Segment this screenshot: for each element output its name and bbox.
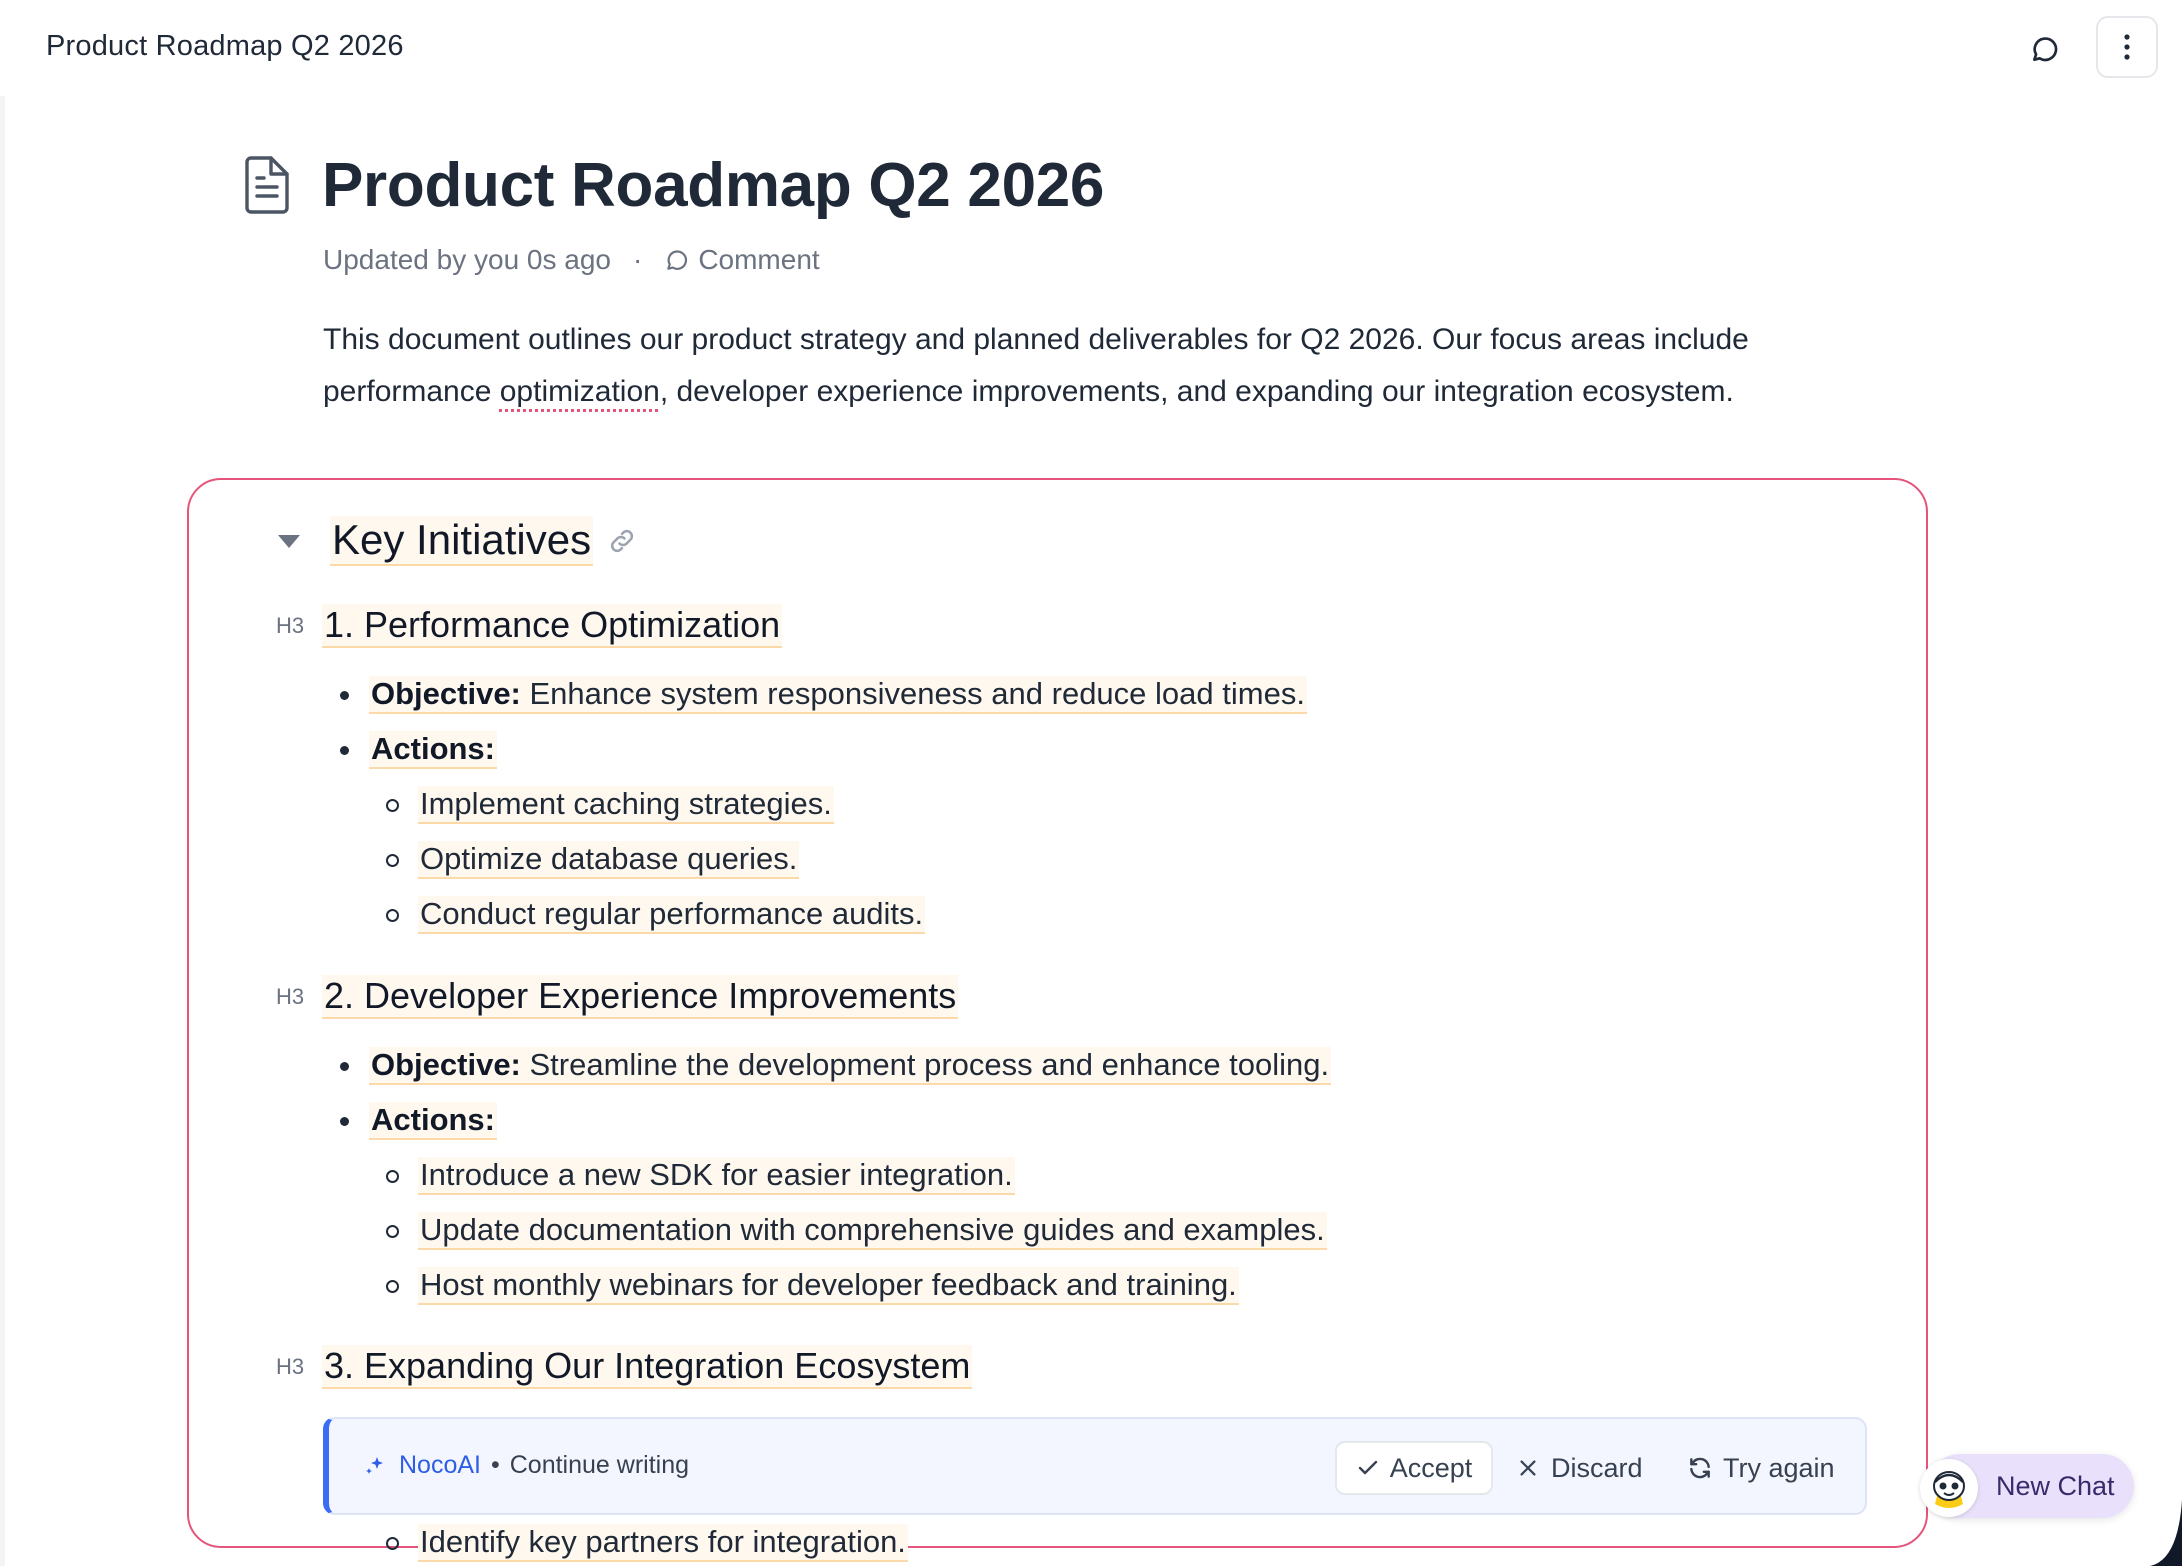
action-text: Update documentation with comprehensive guides and examples.: [418, 1212, 1327, 1250]
heading-level-tag: H3: [276, 984, 305, 1009]
heading-level-tag: H3: [276, 613, 305, 638]
objective-label: Objective:: [371, 1047, 521, 1082]
ai-suggestion-bar: [323, 1417, 1867, 1515]
action-text: Optimize database queries.: [418, 841, 799, 879]
comment-icon: [664, 247, 690, 273]
ai-mode: Continue writing: [509, 1451, 690, 1479]
discard-button[interactable]: [1501, 1441, 1659, 1495]
discard-label: Discard: [1551, 1452, 1643, 1483]
actions-label: Actions:: [371, 1102, 495, 1137]
more-options-button[interactable]: [2096, 16, 2158, 78]
top-bar: [0, 0, 2182, 96]
comments-button[interactable]: [2018, 22, 2072, 76]
list-item[interactable]: [386, 1157, 1015, 1195]
list-item[interactable]: [340, 1047, 1331, 1085]
section-title-1[interactable]: 1. Performance Optimization: [322, 604, 782, 648]
more-vertical-icon: [2123, 33, 2131, 61]
intro-paragraph[interactable]: [323, 314, 1843, 418]
sparkle-icon: [363, 1454, 387, 1478]
ai-brand: NocoAI: [399, 1451, 481, 1479]
ai-label: [363, 1451, 689, 1480]
section-heading-row: [278, 516, 637, 566]
comment-link[interactable]: [664, 244, 819, 276]
action-text: Implement caching strategies.: [418, 786, 834, 824]
new-chat-label: New Chat: [1996, 1471, 2115, 1501]
action-text: Host monthly webinars for developer feedback and training.: [418, 1267, 1239, 1305]
heading-row-1: [276, 604, 782, 648]
check-icon: [1356, 1456, 1380, 1480]
list-item[interactable]: [386, 896, 925, 934]
objective-text: Enhance system responsiveness and reduce load times.: [520, 676, 1305, 711]
objective-label: Objective:: [371, 676, 521, 711]
document-icon: [242, 156, 292, 214]
chat-bubble-icon: [2029, 33, 2061, 65]
intro-text-end: , developer experience improvements, and expanding our integration ecosystem.: [659, 375, 1734, 408]
heading-row-3: [276, 1345, 972, 1389]
heading-row-2: [276, 975, 958, 1019]
close-icon: [1517, 1457, 1539, 1479]
key-initiatives-heading[interactable]: Key Initiatives: [330, 516, 593, 566]
collapse-caret-icon[interactable]: [278, 535, 300, 548]
updated-text: Updated by you 0s ago: [323, 244, 611, 275]
list-item[interactable]: [340, 676, 1307, 714]
document-meta: [323, 244, 820, 276]
list-item[interactable]: [386, 1524, 908, 1562]
section-title-2[interactable]: 2. Developer Experience Improvements: [322, 975, 958, 1019]
list-item[interactable]: [340, 731, 497, 769]
action-text: Introduce a new SDK for easier integration.: [418, 1157, 1015, 1195]
objective-text: Streamline the development process and enhance tooling.: [520, 1047, 1330, 1082]
page-title[interactable]: Product Roadmap Q2 2026: [322, 151, 1105, 220]
mascot-icon: [1925, 1464, 1973, 1512]
sidebar-edge: [0, 96, 5, 1566]
accept-label: Accept: [1389, 1452, 1473, 1483]
list-item[interactable]: [386, 1212, 1327, 1250]
window-corner: [2150, 1500, 2182, 1566]
list-item[interactable]: [386, 786, 834, 824]
ai-separator: •: [490, 1451, 500, 1479]
link-icon[interactable]: [607, 526, 637, 556]
list-item[interactable]: [386, 841, 799, 879]
spellcheck-word[interactable]: optimization: [499, 375, 660, 408]
heading-level-tag: H3: [276, 1354, 305, 1379]
refresh-icon: [1687, 1455, 1713, 1481]
comment-label: Comment: [698, 244, 820, 275]
try-again-label: Try again: [1723, 1452, 1835, 1483]
list-item[interactable]: [340, 1102, 497, 1140]
assistant-avatar[interactable]: [1920, 1459, 1978, 1517]
action-text: Identify key partners for integration.: [418, 1524, 908, 1562]
action-text: Conduct regular performance audits.: [418, 896, 925, 934]
breadcrumb-title: Product Roadmap Q2 2026: [46, 30, 404, 62]
actions-label: Actions:: [371, 731, 495, 766]
intro-text: This document outlines our product strategy and planned deliverables for Q2 2026. Our focus areas include performance: [323, 323, 1749, 408]
section-title-3[interactable]: 3. Expanding Our Integration Ecosystem: [322, 1345, 972, 1389]
list-item[interactable]: [386, 1267, 1239, 1305]
meta-separator: ·: [632, 244, 643, 275]
try-again-button[interactable]: [1671, 1441, 1851, 1495]
accept-button[interactable]: [1335, 1441, 1493, 1495]
